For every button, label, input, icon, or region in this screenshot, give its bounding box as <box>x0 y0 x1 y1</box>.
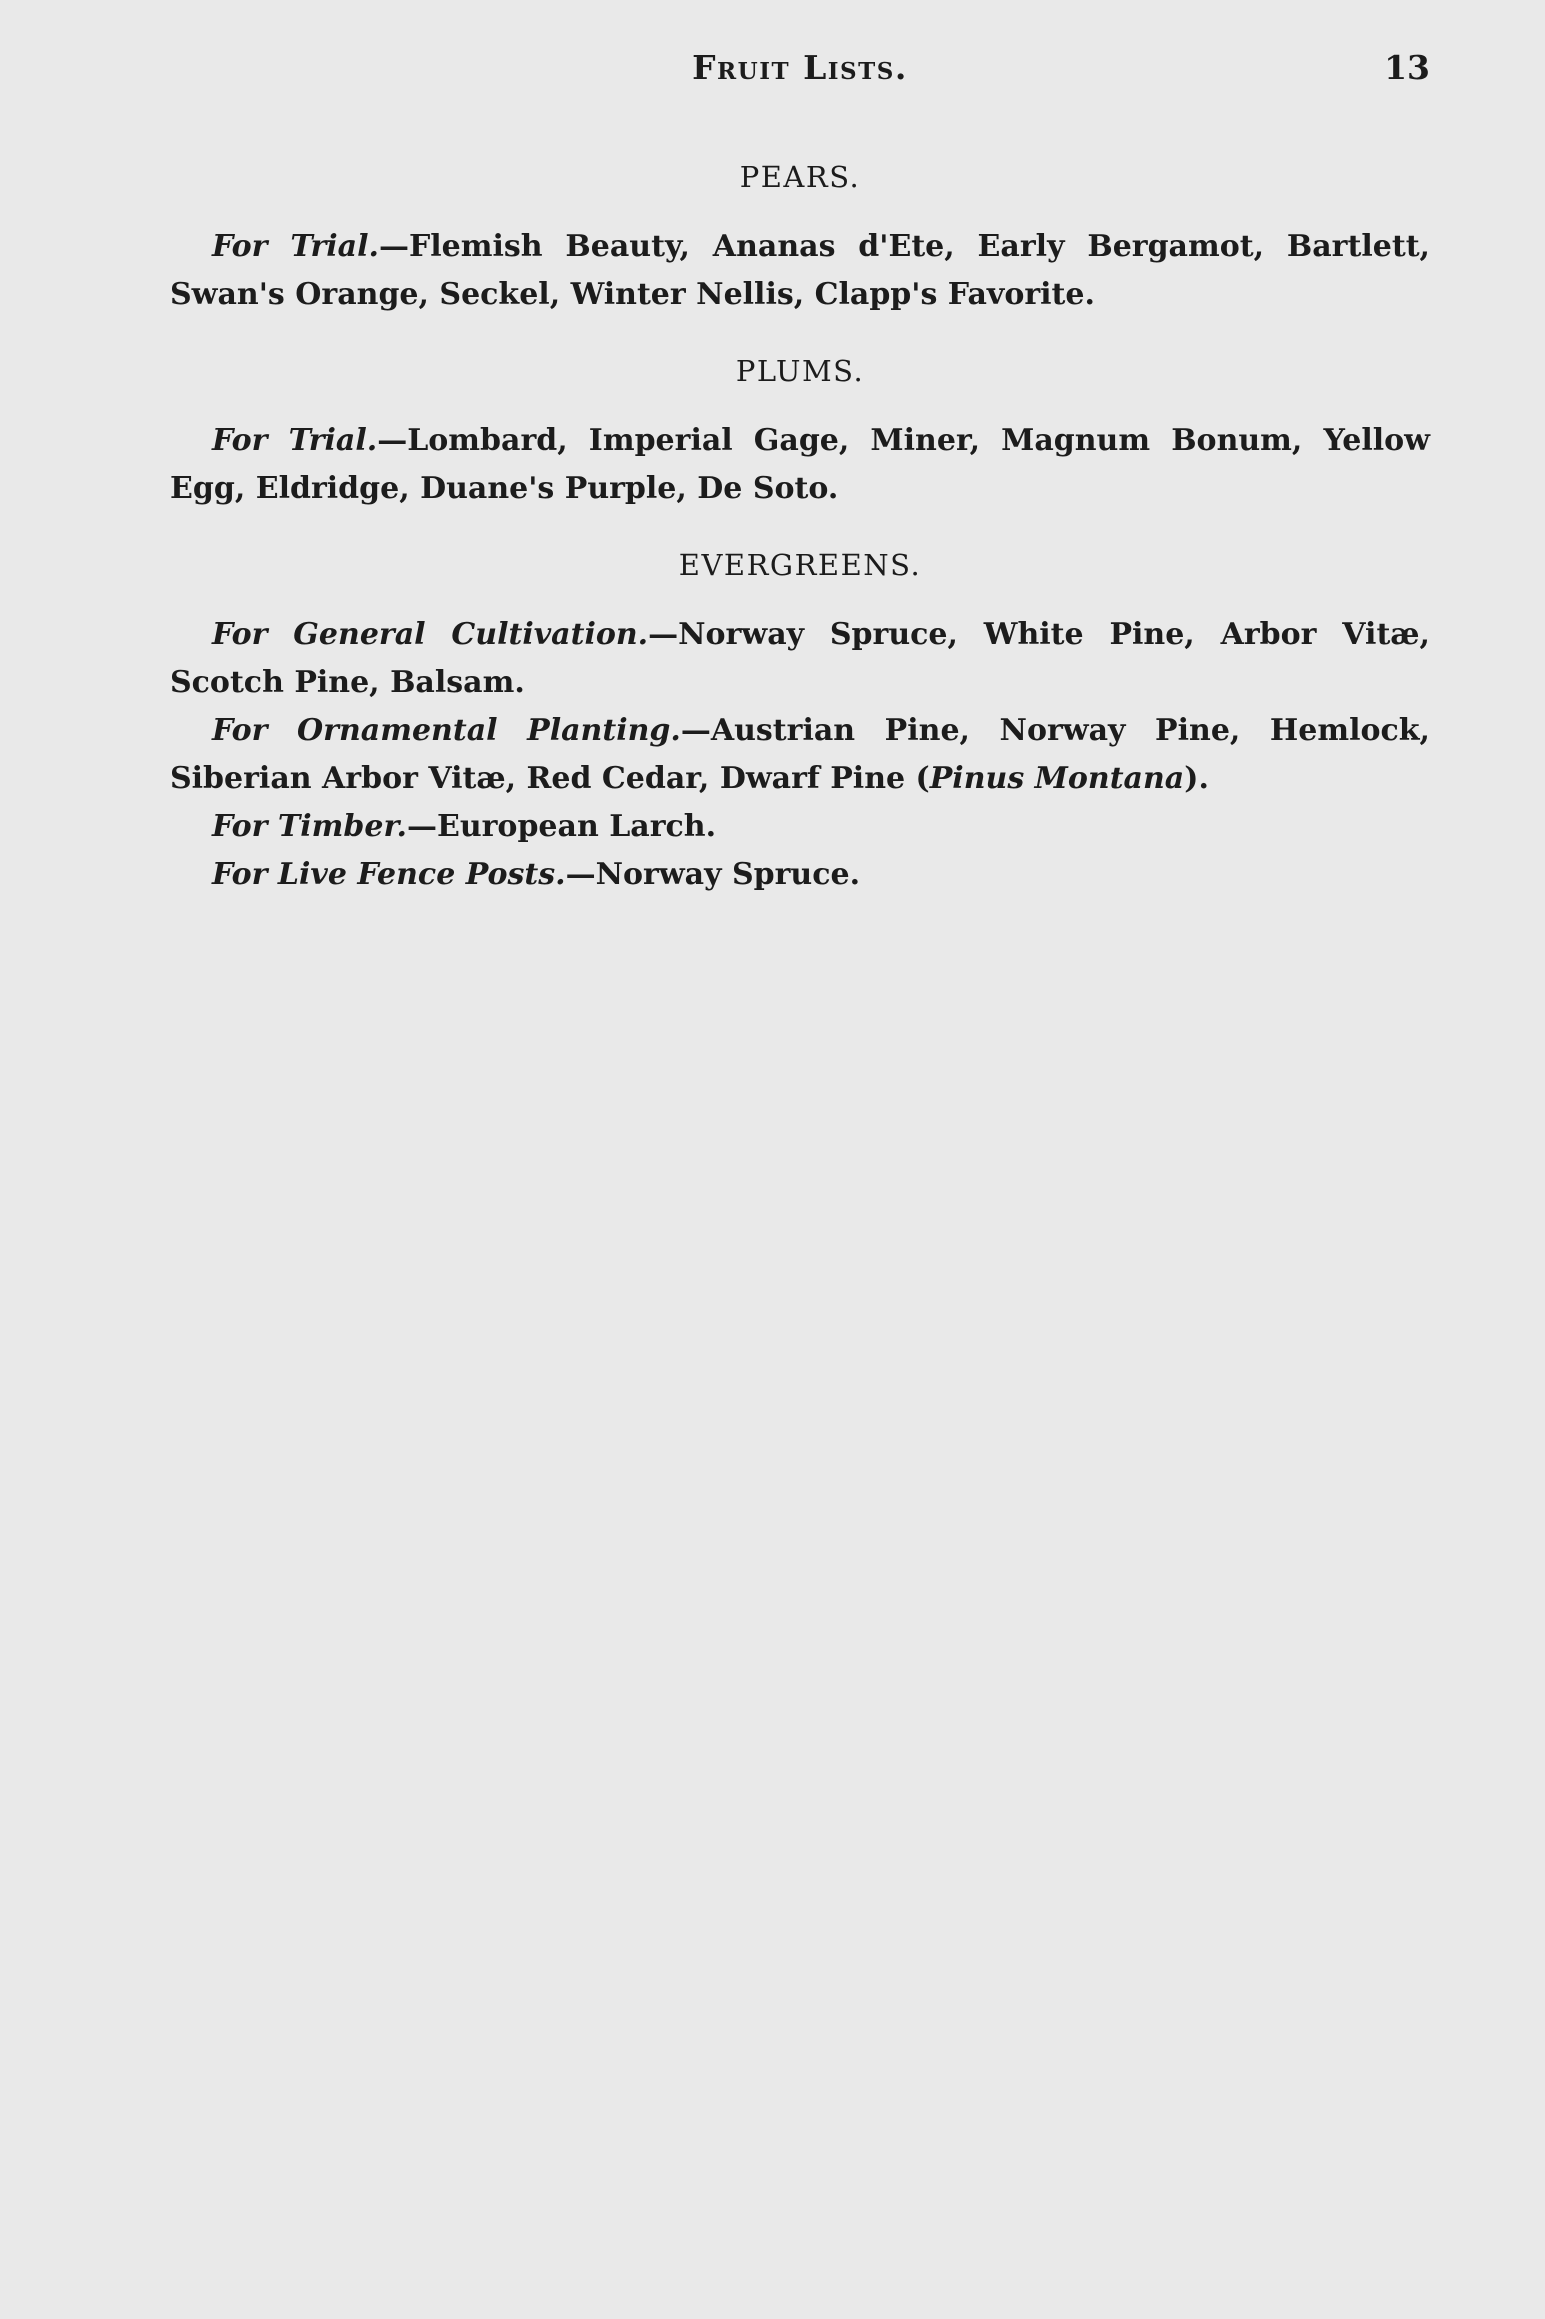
page-number: 13 <box>1384 48 1430 87</box>
entry-lead: For Trial. <box>212 423 378 458</box>
entry-pears-for-trial: For Trial.—Flemish Beauty, Ananas d'Ete, Early Bergamot, Bartlett, Swan's Orange, Seckel, Winter Nellis, Clapp's Favorite. <box>170 229 1430 312</box>
entry-live-fence-posts: For Live Fence Posts.—Norway Spruce. <box>212 857 861 892</box>
entry-lead: For Live Fence Posts. <box>212 857 566 892</box>
section-heading-evergreens: EVERGREENS. <box>678 548 922 582</box>
running-head <box>170 48 1430 108</box>
entry-ornamental-planting: For Ornamental Planting.—Austrian Pine, Norway Pine, Hemlock, Siberian Arbor Vitæ, Red Cedar, Dwarf Pine (Pinus Montana). <box>170 713 1430 796</box>
section-evergreens <box>170 543 1430 899</box>
page-content <box>170 155 1430 899</box>
entry-tail: ). <box>1184 761 1209 796</box>
entry-text: Norway Spruce. <box>595 857 861 892</box>
section-pears <box>170 155 1430 319</box>
section-heading-pears: PEARS. <box>739 160 861 194</box>
running-title: Fruit Lists. <box>692 48 908 87</box>
entry-lead: For Ornamental Planting. <box>212 713 681 748</box>
entry-italic-name: Pinus Montana <box>929 761 1185 796</box>
entry-text: European Larch. <box>436 809 717 844</box>
section-plums <box>170 349 1430 513</box>
entry-text: Flemish Beauty, Ananas d'Ete, Early Bergamot, Bartlett, Swan's Orange, Seckel, Winter Nellis, Clapp's Favorite. <box>170 229 1430 312</box>
entry-general-cultivation: For General Cultivation.—Norway Spruce, White Pine, Arbor Vitæ, Scotch Pine, Balsam. <box>170 617 1430 700</box>
entry-text: Lombard, Imperial Gage, Miner, Magnum Bonum, Yellow Egg, Eldridge, Duane's Purple, De Soto. <box>170 423 1430 506</box>
entry-timber: For Timber.—European Larch. <box>212 809 717 844</box>
entry-text: Austrian Pine, Norway Pine, Hemlock, Siberian Arbor Vitæ, Red Cedar, Dwarf Pine ( <box>170 713 1430 796</box>
section-heading-plums: PLUMS. <box>735 354 865 388</box>
entry-lead: For General Cultivation. <box>212 617 649 652</box>
entry-lead: For Trial. <box>212 229 379 264</box>
entry-plums-for-trial: For Trial.—Lombard, Imperial Gage, Miner, Magnum Bonum, Yellow Egg, Eldridge, Duane's Purple, De Soto. <box>170 423 1430 506</box>
entry-text: Norway Spruce, White Pine, Arbor Vitæ, Scotch Pine, Balsam. <box>170 617 1430 700</box>
entry-lead: For Timber. <box>212 809 407 844</box>
